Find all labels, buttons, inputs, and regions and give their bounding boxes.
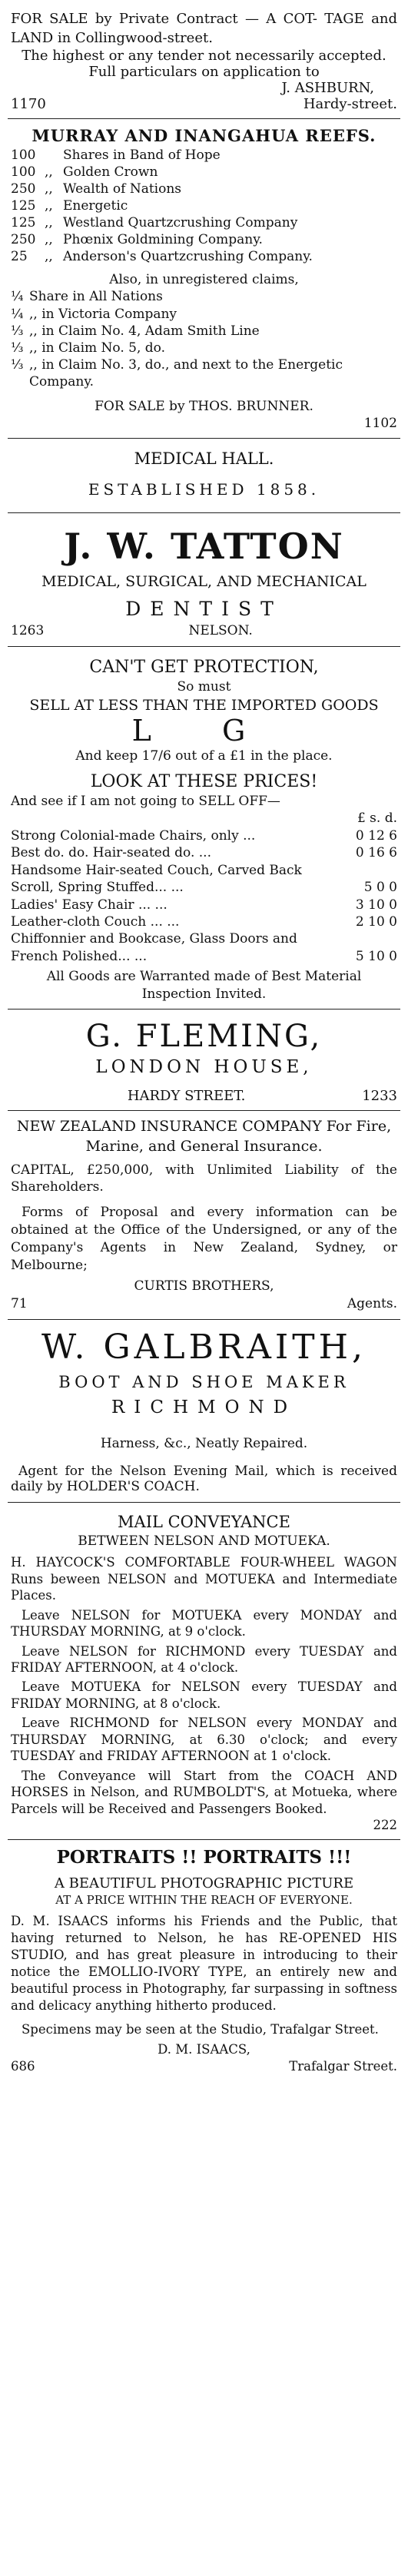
share-company: Energetic [63,197,128,214]
share-row [11,248,397,265]
galbraith-trade: BOOT AND SHOE MAKER [58,1373,350,1392]
claim-row [11,323,397,340]
mail-title: MAIL CONVEYANCE [118,1513,290,1532]
price-item: Leather-cloth Couch ... ... [11,914,180,930]
sell-at-less-line: SELL AT LESS THAN THE IMPORTED GOODS [29,696,379,714]
shares-list [11,147,397,266]
isaacs-body: D. M. ISAACS informs his Friends and the Public, that having returned to Nelson, he has RE-OPENED HIS STUDIO, and has great pleasure in introducing to their notice the EMOLLIO-IVORY TYPE, an entirely new and beautiful process in Photography, far surpassing in softness and delicacy anything hitherto produced. [11,1913,397,2013]
london-house-title: LONDON HOUSE, [95,1057,313,1078]
ad-number: 1233 [362,1088,397,1105]
claim-fraction: ⅓ [11,356,24,373]
share-count: 125 [11,197,36,214]
london-house-ad [8,1010,400,1111]
so-must-line: So must [177,679,231,695]
look-at-prices-heading: LOOK AT THESE PRICES! [90,771,318,791]
dentist-ad [8,513,400,647]
claim-fraction: ¼ [11,289,24,305]
price-value: 5 10 0 [355,948,397,964]
claims-list [11,288,397,390]
insurance-capital: CAPITAL, £250,000, with Unlimited Liability of the Shareholders. [11,1162,397,1195]
ditto-mark [45,147,63,164]
currency-header: £ s. d. [357,811,397,827]
dentist-place: NELSON. [188,623,253,639]
price-value: 0 12 6 [355,827,397,844]
large-letters: L G [131,713,277,748]
sell-off-line: And see if I am not going to SELL OFF— [11,793,280,809]
warranted-note: All Goods are Warranted made of Best Material Inspection Invited. [46,969,362,1002]
price-row [11,913,397,930]
insurance-ad [8,1111,400,1320]
claim-text: ,, in Victoria Company [29,306,177,322]
ditto-mark: ,, [45,181,53,197]
trip-line: Leave RICHMOND for NELSON every MONDAY and THURSDAY MORNING, at 6.30 o'clock; and every TUESDAY and FRIDAY AFTERNOON at 1 o'clock. [11,1716,397,1764]
price-row [11,844,397,861]
price-row [11,930,397,965]
share-row [11,231,397,248]
curtis-brothers: CURTIS BROTHERS, [134,1278,274,1295]
reefs-shares-ad [8,119,400,439]
keep-line: And keep 17/6 out of a £1 in the place. [75,748,333,764]
ad-number: 1102 [363,416,397,432]
share-row [11,147,397,164]
price-reach-line: AT A PRICE WITHIN THE REACH OF EVERYONE. [55,1892,353,1907]
medical-hall-title: MEDICAL HALL. [134,449,274,469]
price-value: 2 10 0 [355,914,397,930]
price-item: Chiffonnier and Bookcase, Glass Doors and French Polished... ... [11,931,297,964]
portraits-title: PORTRAITS !! PORTRAITS !!! [56,1847,352,1868]
photo-picture-line: A BEAUTIFUL PHOTOGRAPHIC PICTURE [54,1875,354,1891]
protection-headline: CAN'T GET PROTECTION, [89,658,319,678]
established-line: ESTABLISHED 1858. [88,480,320,499]
claim-text: ,, in Claim No. 3, do., and next to the Energetic Company. [29,356,343,390]
specimens-note: Specimens may be seen at the Studio, Trafalgar Street. [22,2022,379,2037]
insurance-forms: Forms of Proposal and every information can be obtained at the Office of the Undersigned, or any of the Company's Agents in New Zealand, Sydney, or Melbourne; [11,1205,397,1274]
share-count: 100 [11,147,36,163]
share-row [11,214,397,231]
agent-note: Agent for the Nelson Evening Mail, which is received daily by HOLDER'S COACH. [11,1464,397,1495]
unregistered-note: Also, in unregistered claims, [109,272,299,288]
ad-number: 71 [11,1296,28,1312]
price-item: Handsome Hair-seated Couch, Carved Back Scroll, Spring Stuffed... ... [11,862,302,896]
price-value: 0 16 6 [355,845,397,861]
agents-label: Agents. [347,1296,397,1312]
trip-line: Leave MOTUEKA for NELSON every TUESDAY and FRIDAY MORNING, at 8 o'clock. [11,1679,397,1711]
claim-fraction: ⅓ [11,340,24,356]
particulars-note: Full particulars on application to [88,64,320,81]
galbraith-place: RICHMOND [111,1397,297,1418]
medical-hall-ad [8,439,400,513]
brunner-sale: FOR SALE by THOS. BRUNNER. [95,398,313,414]
share-count: 125 [11,215,36,231]
ditto-mark: ,, [45,249,53,265]
galbraith-ad [8,1320,400,1503]
share-company: Golden Crown [63,164,158,180]
price-value: 5 0 0 [363,880,397,896]
trip-line: Leave NELSON for RICHMOND every TUESDAY and FRIDAY AFTERNOON, at 4 o'clock. [11,1643,397,1676]
ditto-mark: ,, [45,232,53,248]
mail-subtitle: BETWEEN NELSON AND MOTUEKA. [78,1533,330,1550]
price-list [11,827,397,966]
price-item: Ladies' Easy Chair ... ... [11,897,168,913]
reefs-title: MURRAY AND INANGAHUA REEFS. [32,126,376,146]
price-item: Strong Colonial-made Chairs, only ... [11,827,256,844]
price-item: Best do. do. Hair-seated do. ... [11,845,211,861]
isaacs-name: D. M. ISAACS, [158,2042,250,2057]
trips-list [11,1607,397,1765]
ad-number: 222 [373,1817,397,1832]
share-company: Anderson's Quartzcrushing Company. [63,249,313,265]
dentist-title: DENTIST [125,598,283,621]
claim-text: Share in All Nations [29,289,163,305]
price-row [11,862,397,897]
ad-number: 686 [11,2059,35,2074]
share-count: 250 [11,181,36,197]
claim-text: ,, in Claim No. 5, do. [29,340,166,356]
trip-line: Leave NELSON for MOTUEKA every MONDAY and THURSDAY MORNING, at 9 o'clock. [11,1607,397,1639]
price-row [11,827,397,844]
share-count: 100 [11,164,36,180]
ad-number: 1263 [11,623,45,639]
fleming-name: G. FLEMING, [85,1019,323,1055]
conveyance-start: The Conveyance will Start from the COACH AND HORSES in Nelson, and RUMBOLDT'S, at Motueka, where Parcels will be Received and Passengers Booked. [11,1768,397,1816]
share-company: Phœnix Goldmining Company. [63,232,263,248]
dentist-profession: MEDICAL, SURGICAL, AND MECHANICAL [41,573,367,591]
mail-conveyance-ad [8,1503,400,1840]
ad-number: 1170 [11,96,46,113]
claim-row [11,306,397,323]
tender-note: The highest or any tender not necessarily accepted. [22,48,386,65]
haycock-intro: H. HAYCOCK'S COMFORTABLE FOUR-WHEEL WAGON Runs beween NELSON and MOTUEKA and Intermediate Places. [11,1555,397,1603]
claim-text: ,, in Claim No. 4, Adam Smith Line [29,323,260,339]
isaacs-street: Trafalgar Street. [289,2059,397,2074]
portraits-ad [8,1840,400,2081]
price-value: 3 10 0 [355,897,397,913]
share-row [11,164,397,181]
price-row [11,897,397,913]
galbraith-name: W. GALBRAITH, [41,1328,367,1368]
share-count: 25 [11,249,28,265]
dentist-name: J. W. TATTON [64,525,344,568]
newspaper-column [8,0,400,2081]
claim-fraction: ¼ [11,306,24,322]
ditto-mark: ,, [45,197,53,214]
cottage-sale-text: FOR SALE by Private Contract — A COT- TAGE and LAND in Collingwood-street. [11,11,397,47]
advertiser-street: Hardy-street. [303,96,397,113]
claim-row [11,288,397,305]
claim-row [11,356,397,390]
share-row [11,181,397,197]
share-count: 250 [11,232,36,248]
ditto-mark: ,, [45,215,53,231]
furniture-sale-ad [8,647,400,1010]
share-company: Westland Quartzcrushing Company [63,215,298,231]
ditto-mark: ,, [45,164,53,180]
hardy-street: HARDY STREET. [127,1088,246,1105]
claim-fraction: ⅓ [11,323,24,339]
advertiser-name: J. ASHBURN, [281,80,374,97]
share-company: Wealth of Nations [63,181,182,197]
insurance-title: NEW ZEALAND INSURANCE COMPANY For Fire, Marine, and General Insurance. [16,1118,392,1155]
share-row [11,197,397,214]
claim-row [11,340,397,356]
cottage-sale-ad [8,3,400,119]
share-company: Shares in Band of Hope [63,147,221,163]
harness-note: Harness, &c., Neatly Repaired. [100,1436,308,1452]
